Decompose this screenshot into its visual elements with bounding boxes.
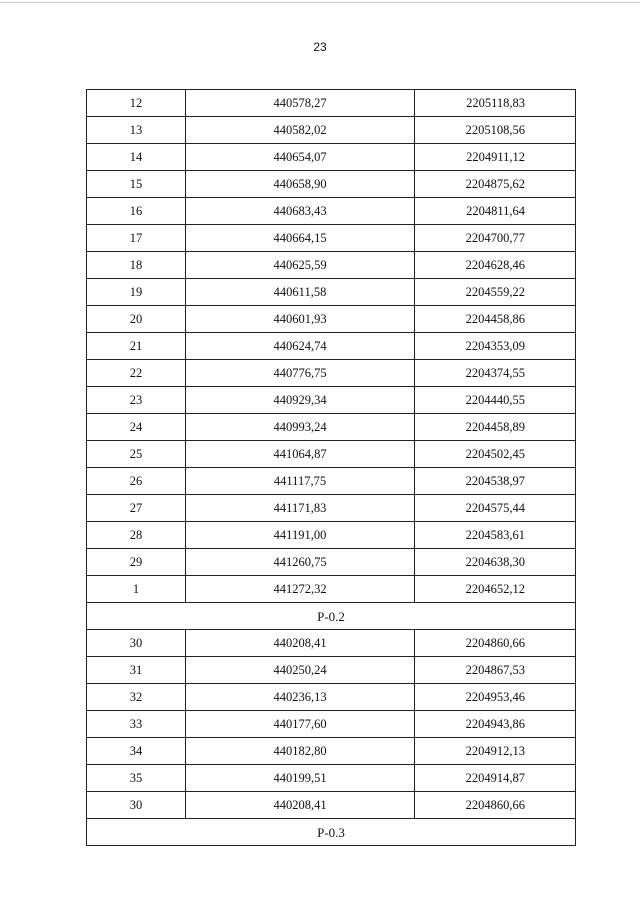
point-number-cell: 35 bbox=[87, 765, 186, 792]
x-coordinate-cell: 440683,43 bbox=[186, 198, 415, 225]
y-coordinate-cell: 2204374,55 bbox=[415, 360, 576, 387]
y-coordinate-cell: 2204911,12 bbox=[415, 144, 576, 171]
x-coordinate-cell: 441117,75 bbox=[186, 468, 415, 495]
table-row bbox=[87, 360, 576, 387]
table-row bbox=[87, 306, 576, 333]
y-coordinate-cell: 2204943,86 bbox=[415, 711, 576, 738]
x-coordinate-cell: 440250,24 bbox=[186, 657, 415, 684]
y-coordinate-cell: 2204440,55 bbox=[415, 387, 576, 414]
table-row bbox=[87, 441, 576, 468]
y-coordinate-cell: 2204353,09 bbox=[415, 333, 576, 360]
x-coordinate-cell: 441064,87 bbox=[186, 441, 415, 468]
point-number-cell: 12 bbox=[87, 90, 186, 117]
page-number: 23 bbox=[313, 40, 327, 54]
x-coordinate-cell: 440208,41 bbox=[186, 630, 415, 657]
point-number-cell: 18 bbox=[87, 252, 186, 279]
y-coordinate-cell: 2204628,46 bbox=[415, 252, 576, 279]
table-row bbox=[87, 630, 576, 657]
y-coordinate-cell: 2204458,86 bbox=[415, 306, 576, 333]
point-number-cell: 33 bbox=[87, 711, 186, 738]
table-row bbox=[87, 522, 576, 549]
point-number-cell: 20 bbox=[87, 306, 186, 333]
y-coordinate-cell: 2204583,61 bbox=[415, 522, 576, 549]
y-coordinate-cell: 2204458,89 bbox=[415, 414, 576, 441]
x-coordinate-cell: 441272,32 bbox=[186, 576, 415, 603]
point-number-cell: 13 bbox=[87, 117, 186, 144]
point-number-cell: 15 bbox=[87, 171, 186, 198]
y-coordinate-cell: 2204575,44 bbox=[415, 495, 576, 522]
x-coordinate-cell: 440776,75 bbox=[186, 360, 415, 387]
table-row bbox=[87, 792, 576, 819]
point-number-cell: 32 bbox=[87, 684, 186, 711]
y-coordinate-cell: 2204811,64 bbox=[415, 198, 576, 225]
point-number-cell: 24 bbox=[87, 414, 186, 441]
table-row bbox=[87, 279, 576, 306]
point-number-cell: 21 bbox=[87, 333, 186, 360]
table-row bbox=[87, 198, 576, 225]
point-number-cell: 14 bbox=[87, 144, 186, 171]
section-header-row bbox=[87, 603, 576, 630]
x-coordinate-cell: 440664,15 bbox=[186, 225, 415, 252]
x-coordinate-cell: 440654,07 bbox=[186, 144, 415, 171]
x-coordinate-cell: 440993,24 bbox=[186, 414, 415, 441]
section-header-row bbox=[87, 819, 576, 846]
x-coordinate-cell: 440929,34 bbox=[186, 387, 415, 414]
table-row bbox=[87, 90, 576, 117]
table-row bbox=[87, 549, 576, 576]
table-row bbox=[87, 387, 576, 414]
point-number-cell: 1 bbox=[87, 576, 186, 603]
x-coordinate-cell: 440624,74 bbox=[186, 333, 415, 360]
x-coordinate-cell: 441260,75 bbox=[186, 549, 415, 576]
page-top-edge bbox=[0, 2, 640, 3]
y-coordinate-cell: 2204875,62 bbox=[415, 171, 576, 198]
point-number-cell: 28 bbox=[87, 522, 186, 549]
section-title: Р-0.3 bbox=[87, 819, 576, 846]
table-row bbox=[87, 333, 576, 360]
point-number-cell: 30 bbox=[87, 630, 186, 657]
x-coordinate-cell: 440578,27 bbox=[186, 90, 415, 117]
table-row bbox=[87, 738, 576, 765]
table-row bbox=[87, 171, 576, 198]
y-coordinate-cell: 2205118,83 bbox=[415, 90, 576, 117]
table-row bbox=[87, 468, 576, 495]
point-number-cell: 25 bbox=[87, 441, 186, 468]
y-coordinate-cell: 2204638,30 bbox=[415, 549, 576, 576]
x-coordinate-cell: 440625,59 bbox=[186, 252, 415, 279]
point-number-cell: 26 bbox=[87, 468, 186, 495]
coordinates-table bbox=[86, 89, 576, 846]
y-coordinate-cell: 2204652,12 bbox=[415, 576, 576, 603]
x-coordinate-cell: 440601,93 bbox=[186, 306, 415, 333]
table-row bbox=[87, 252, 576, 279]
point-number-cell: 34 bbox=[87, 738, 186, 765]
x-coordinate-cell: 440611,58 bbox=[186, 279, 415, 306]
point-number-cell: 30 bbox=[87, 792, 186, 819]
point-number-cell: 29 bbox=[87, 549, 186, 576]
point-number-cell: 17 bbox=[87, 225, 186, 252]
table-row bbox=[87, 144, 576, 171]
point-number-cell: 23 bbox=[87, 387, 186, 414]
y-coordinate-cell: 2204538,97 bbox=[415, 468, 576, 495]
y-coordinate-cell: 2204953,46 bbox=[415, 684, 576, 711]
table-row bbox=[87, 414, 576, 441]
table-row bbox=[87, 765, 576, 792]
x-coordinate-cell: 440582,02 bbox=[186, 117, 415, 144]
table-row bbox=[87, 225, 576, 252]
point-number-cell: 31 bbox=[87, 657, 186, 684]
point-number-cell: 16 bbox=[87, 198, 186, 225]
x-coordinate-cell: 440208,41 bbox=[186, 792, 415, 819]
y-coordinate-cell: 2204912,13 bbox=[415, 738, 576, 765]
point-number-cell: 19 bbox=[87, 279, 186, 306]
y-coordinate-cell: 2205108,56 bbox=[415, 117, 576, 144]
y-coordinate-cell: 2204700,77 bbox=[415, 225, 576, 252]
x-coordinate-cell: 441191,00 bbox=[186, 522, 415, 549]
table-row bbox=[87, 117, 576, 144]
y-coordinate-cell: 2204867,53 bbox=[415, 657, 576, 684]
x-coordinate-cell: 440236,13 bbox=[186, 684, 415, 711]
y-coordinate-cell: 2204559,22 bbox=[415, 279, 576, 306]
x-coordinate-cell: 441171,83 bbox=[186, 495, 415, 522]
section-title: Р-0.2 bbox=[87, 603, 576, 630]
table-row bbox=[87, 576, 576, 603]
y-coordinate-cell: 2204502,45 bbox=[415, 441, 576, 468]
point-number-cell: 27 bbox=[87, 495, 186, 522]
y-coordinate-cell: 2204860,66 bbox=[415, 792, 576, 819]
table-row bbox=[87, 684, 576, 711]
y-coordinate-cell: 2204860,66 bbox=[415, 630, 576, 657]
x-coordinate-cell: 440199,51 bbox=[186, 765, 415, 792]
point-number-cell: 22 bbox=[87, 360, 186, 387]
table-row bbox=[87, 495, 576, 522]
x-coordinate-cell: 440177,60 bbox=[186, 711, 415, 738]
x-coordinate-cell: 440182,80 bbox=[186, 738, 415, 765]
table-row bbox=[87, 711, 576, 738]
x-coordinate-cell: 440658,90 bbox=[186, 171, 415, 198]
coordinates-table-body bbox=[87, 90, 576, 846]
table-row bbox=[87, 657, 576, 684]
y-coordinate-cell: 2204914,87 bbox=[415, 765, 576, 792]
